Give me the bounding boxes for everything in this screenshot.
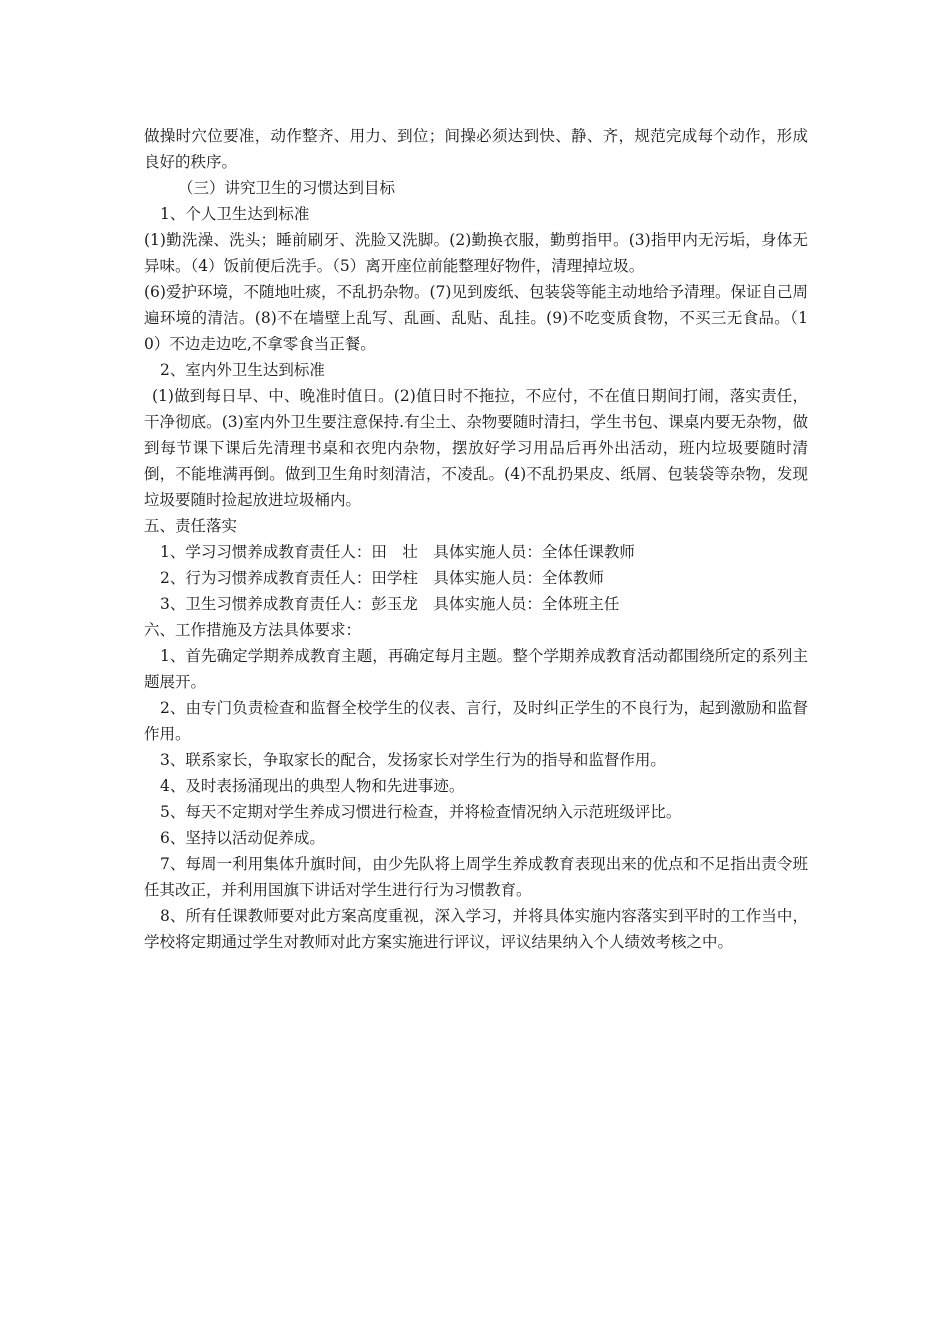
measure-item-8: 8、所有任课教师要对此方案高度重视，深入学习，并将具体实施内容落实到平时的工作当中，学校将定期通过学生对教师对此方案实施进行评议，评议结果纳入个人绩效考核之中。 [144, 907, 808, 951]
responsibility-item-study: 1、学习习惯养成教育责任人：田 壮 具体实施人员：全体任课教师 [160, 543, 635, 561]
measure-item-3: 3、联系家长，争取家长的配合，发扬家长对学生行为的指导和监督作用。 [160, 751, 666, 769]
responsibility-item-hygiene: 3、卫生习惯养成教育责任人：彭玉龙 具体实施人员：全体班主任 [160, 595, 620, 613]
heading-hygiene-goals: （三）讲究卫生的习惯达到目标 [178, 179, 396, 197]
responsibility-item-behavior: 2、行为习惯养成教育责任人：田学柱 具体实施人员：全体教师 [160, 569, 604, 587]
heading-personal-hygiene: 1、个人卫生达到标准 [160, 205, 310, 223]
paragraph-personal-hygiene-1: (1)勤洗澡、洗头；睡前刷牙、洗脸又洗脚。(2)勤换衣服，勤剪指甲。(3)指甲内无污垢，身体无异味。（4）饭前便后洗手。（5）离开座位前能整理好物件，清理掉垃圾。 [144, 231, 808, 275]
document-body [144, 123, 808, 955]
measure-item-1: 1、首先确定学期养成教育主题，再确定每月主题。整个学期养成教育活动都围绕所定的系列主题展开。 [144, 647, 808, 691]
heading-measures: 六、工作措施及方法具体要求： [144, 621, 362, 639]
measure-item-4: 4、及时表扬涌现出的典型人物和先进事迹。 [160, 777, 465, 795]
heading-room-hygiene: 2、室内外卫生达到标准 [160, 361, 325, 379]
measure-item-2: 2、由专门负责检查和监督全校学生的仪表、言行，及时纠正学生的不良行为，起到激励和监督作用。 [144, 699, 808, 743]
measure-item-7: 7、每周一利用集体升旗时间，由少先队将上周学生养成教育表现出来的优点和不足指出责令班任其改正，并利用国旗下讲话对学生进行行为习惯教育。 [144, 855, 808, 899]
measure-item-6: 6、坚持以活动促养成。 [160, 829, 325, 847]
heading-responsibility: 五、责任落实 [144, 517, 238, 535]
paragraph-personal-hygiene-2: (6)爱护环境，不随地吐痰，不乱扔杂物。(7)见到废纸、包装袋等能主动地给予清理。保证自己周遍环境的清洁。(8)不在墙壁上乱写、乱画、乱贴、乱挂。(9)不吃变质食物，不买三无食品。（10）不边走边吃,不拿零食当正餐。 [144, 283, 808, 353]
measure-item-5: 5、每天不定期对学生养成习惯进行检查，并将检查情况纳入示范班级评比。 [160, 803, 682, 821]
paragraph-room-hygiene: (1)做到每日早、中、晚准时值日。(2)值日时不拖拉，不应付，不在值日期间打闹，落实责任，干净彻底。(3)室内外卫生要注意保持.有尘土、杂物要随时清扫，学生书包、课桌内要无杂物，做到每节课下课后先清理书桌和衣兜内杂物，摆放好学习用品后再外出活动，班内垃圾要随时清倒，不能堆满再倒。做到卫生角时刻清洁，不凌乱。(4)不乱扔果皮、纸屑、包装袋等杂物，发现垃圾要随时捡起放进垃圾桶内。 [144, 387, 808, 509]
paragraph-exercise-rules: 做操时穴位要准，动作整齐、用力、到位；间操必须达到快、静、齐，规范完成每个动作，形成良好的秩序。 [144, 127, 808, 171]
